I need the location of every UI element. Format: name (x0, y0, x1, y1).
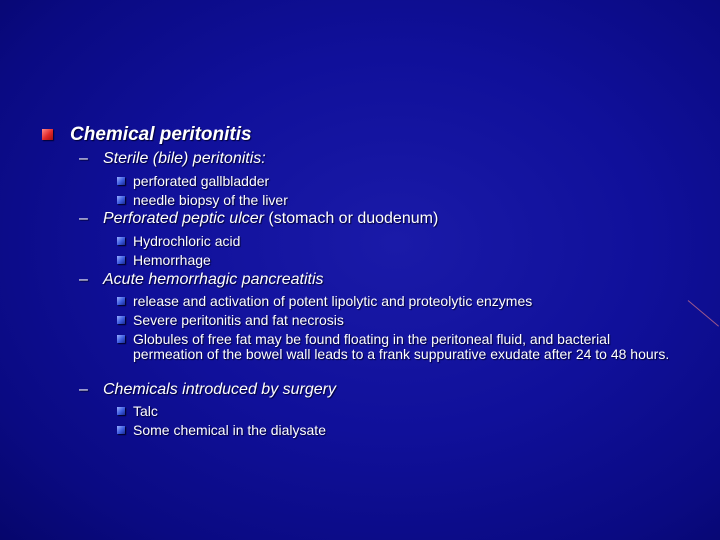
red-square-bullet-icon (42, 129, 53, 140)
section-title-text: Chemicals introduced by surgery (103, 381, 336, 398)
list-item (133, 174, 269, 189)
list-item (133, 294, 532, 309)
dash-bullet: – (79, 150, 88, 167)
blue-square-bullet-icon (117, 426, 125, 434)
list-item (133, 404, 158, 419)
blue-square-bullet-icon (117, 237, 125, 245)
list-item (133, 423, 326, 438)
list-item (133, 234, 240, 249)
list-item-text: Globules of free fat may be found floating in the peritoneal fluid, and bacterial permeation of the bowel wall leads to a frank suppurative exudate after 24 to 48 hours. (133, 331, 670, 362)
dash-bullet: – (79, 381, 88, 398)
blue-square-bullet-icon (117, 177, 125, 185)
list-item (133, 332, 673, 362)
blue-square-bullet-icon (117, 196, 125, 204)
section-title-pancreatitis (79, 271, 324, 289)
dash-bullet: – (79, 271, 88, 288)
list-item-text: needle biopsy of the liver (133, 192, 288, 208)
list-item (133, 313, 344, 328)
blue-square-bullet-icon (117, 256, 125, 264)
list-item-text: release and activation of potent lipolytic and proteolytic enzymes (133, 293, 533, 309)
heading-text: Chemical peritonitis (70, 124, 252, 145)
list-item-text: Hydrochloric acid (133, 233, 241, 249)
list-item-text: Some chemical in the dialysate (133, 422, 326, 438)
list-item-text: Hemorrhage (133, 252, 211, 268)
section-title-text: Sterile (bile) peritonitis: (103, 150, 266, 167)
list-item-text: Severe peritonitis and fat necrosis (133, 312, 344, 328)
section-title-peptic-ulcer (79, 210, 439, 228)
blue-square-bullet-icon (117, 316, 125, 324)
list-item-text: Talc (133, 403, 158, 419)
decorative-line (688, 300, 719, 326)
section-title-surgery (79, 381, 336, 399)
blue-square-bullet-icon (117, 407, 125, 415)
section-title-sterile (79, 150, 266, 168)
section-title-text: Acute hemorrhagic pancreatitis (103, 271, 324, 288)
section-title-plain-text: (stomach or duodenum) (268, 210, 439, 227)
section-title-text: Perforated peptic ulcer (103, 210, 269, 227)
list-item (133, 253, 211, 268)
list-item (133, 193, 288, 208)
blue-square-bullet-icon (117, 297, 125, 305)
heading-item (70, 124, 252, 146)
dash-bullet: – (79, 210, 88, 227)
list-item-text: perforated gallbladder (133, 173, 270, 189)
blue-square-bullet-icon (117, 335, 125, 343)
